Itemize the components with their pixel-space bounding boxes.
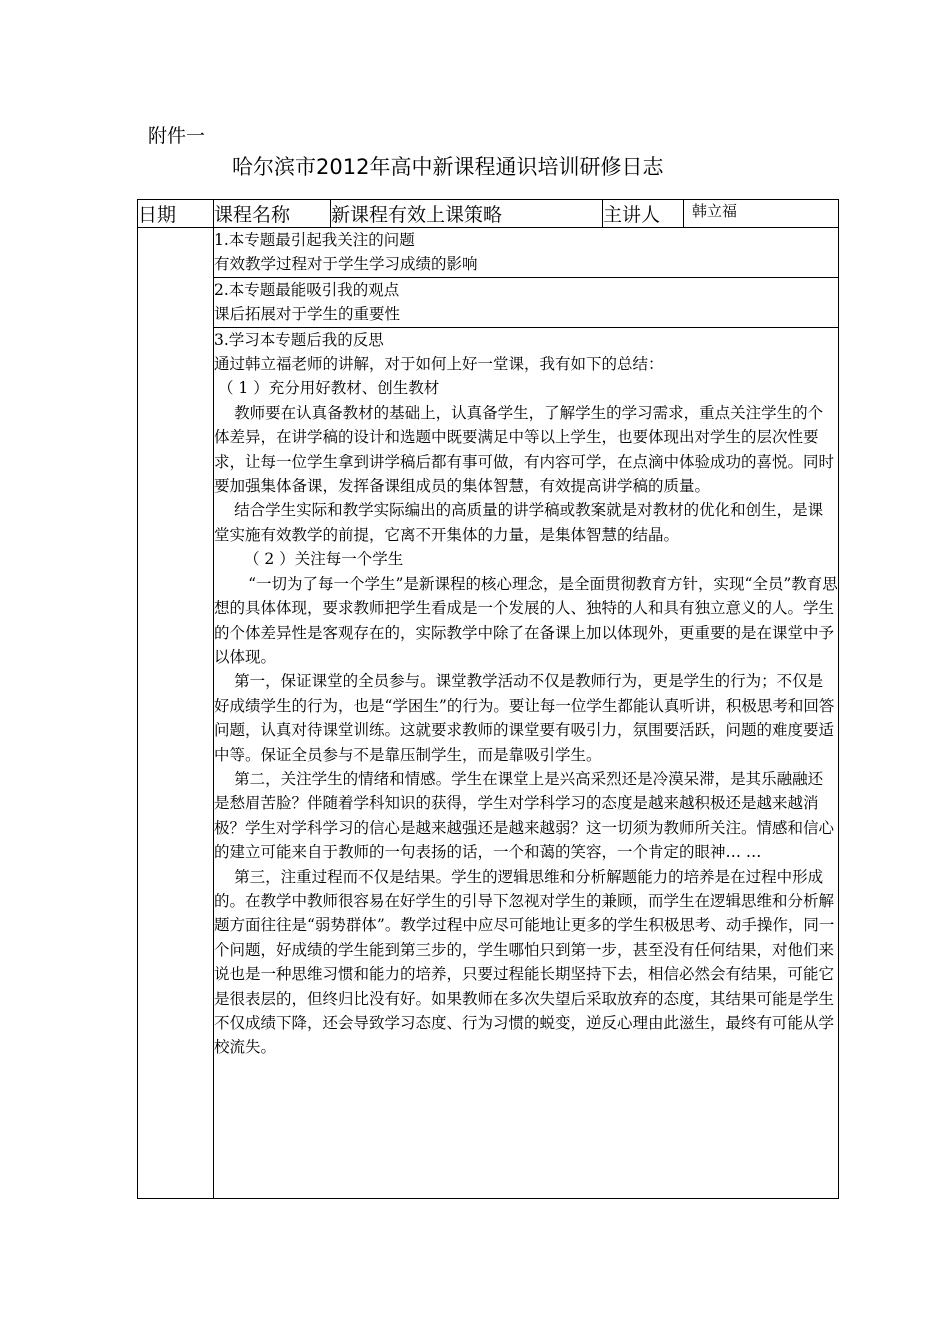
section1-heading: 1.本专题最引起我关注的问题 xyxy=(214,231,415,249)
section2-row xyxy=(138,277,839,327)
section1-cell xyxy=(214,228,839,278)
paragraph-6: 第三，注重过程而不仅是结果。学生的逻辑思维和分析解题能力的培养是在过程中形成的。在教学中教师很容易在好学生的引导下忽视对学生的兼顾，而学生在逻辑思维和分析解题方面往往是“弱势群体”。教学过程中应尽可能地让更多的学生积极思考、动手操作，同一个问题，好成绩的学生能到第三步的，学生哪怕只到第一步，甚至没有任何结果，对他们来说也是一种思维习惯和能力的培养，只要过程能长期坚持下去，相信必然会有结果，可能它是很表层的，但终归比没有好。如果教师在多次失望后采取放弃的态度，其结果可能是学生不仅成绩下降，还会导致学习态度、行为习惯的蜕变，逆反心理由此滋生，最终有可能从学校流失。 xyxy=(214,867,835,1057)
speaker-name: 韩立福 xyxy=(684,200,839,228)
section2-heading: 2.本专题最能吸引我的观点 xyxy=(214,280,400,299)
training-log-table xyxy=(137,199,839,1199)
paragraph-1: 教师要在认真备教材的基础上，认真备学生，了解学生的学习需求，重点关注学生的个体差异，在讲学稿的设计和选题中既要满足中等以上学生，也要体现出对学生的层次性要求，让每一位学生拿到讲学稿后都有事可做，有内容可学，在点滴中体验成功的喜悦。同时要加强集体备课，发挥备课组成员的集体智慧，有效提高讲学稿的质量。 xyxy=(214,403,835,496)
subheading-1: （ 1 ）充分用好教材、创生教材 xyxy=(218,379,440,398)
subheading-2: （ 2 ）关注每一个学生 xyxy=(244,550,404,569)
attachment-label: 附件一 xyxy=(148,125,206,147)
course-name-label: 课程名称 xyxy=(214,200,331,228)
header-row xyxy=(138,200,839,228)
section3-cell xyxy=(214,327,839,1198)
section3-row xyxy=(138,327,839,1198)
page-title: 哈尔滨市2012年高中新课程通识培训研修日志 xyxy=(232,155,664,179)
section1-row xyxy=(138,228,839,278)
date-cell xyxy=(138,228,214,1199)
paragraph-5: 第二，关注学生的情绪和情感。学生在课堂上是兴高采烈还是冷漠呆滞，是其乐融融还是愁眉苦脸？伴随着学科知识的获得，学生对学科学习的态度是越来越积极还是越来越消极？学生对学科学习的信心是越来越强还是越来越弱？这一切须为教师所关注。情感和信心的建立可能来自于教师的一句表扬的话，一个和蔼的笑容，一个肯定的眼神… … xyxy=(214,769,835,862)
paragraph-2: 结合学生实际和教学实际编出的高质量的讲学稿或教案就是对教材的优化和创生，是课堂实施有效教学的前提，它离不开集体的力量，是集体智慧的结晶。 xyxy=(214,501,824,544)
paragraph-4: 第一，保证课堂的全员参与。课堂教学活动不仅是教师行为，更是学生的行为；不仅是好成绩学生的行为，也是“学困生”的行为。要让每一位学生都能认真听讲，积极思考和回答问题，认真对待课堂训练。这就要求教师的课堂要有吸引力，氛围要活跃，问题的难度要适中等。保证全员参与不是靠压制学生，而是靠吸引学生。 xyxy=(214,672,835,764)
section3-heading: 3.学习本专题后我的反思 xyxy=(214,330,384,349)
paragraph-3: “一切为了每一个学生”是新课程的核心理念，是全面贯彻教育方针，实现“全员”教育思想的具体体现，要求教师把学生看成是一个发展的人、独特的人和具有独立意义的人。学生的个体差异性是客观存在的，实际教学中除了在备课上加以体现外，更重要的是在课堂中予以体现。 xyxy=(214,574,838,666)
section2-cell xyxy=(214,277,839,327)
section3-intro: 通过韩立福老师的讲解，对于如何上好一堂课，我有如下的总结： xyxy=(214,355,664,374)
course-name: 新课程有效上课策略 xyxy=(331,200,603,228)
section1-content: 有效教学过程对于学生学习成绩的影响 xyxy=(214,255,478,274)
date-label: 日期 xyxy=(138,200,214,228)
speaker-label: 主讲人 xyxy=(603,200,684,228)
section2-content: 课后拓展对于学生的重要性 xyxy=(214,305,401,324)
